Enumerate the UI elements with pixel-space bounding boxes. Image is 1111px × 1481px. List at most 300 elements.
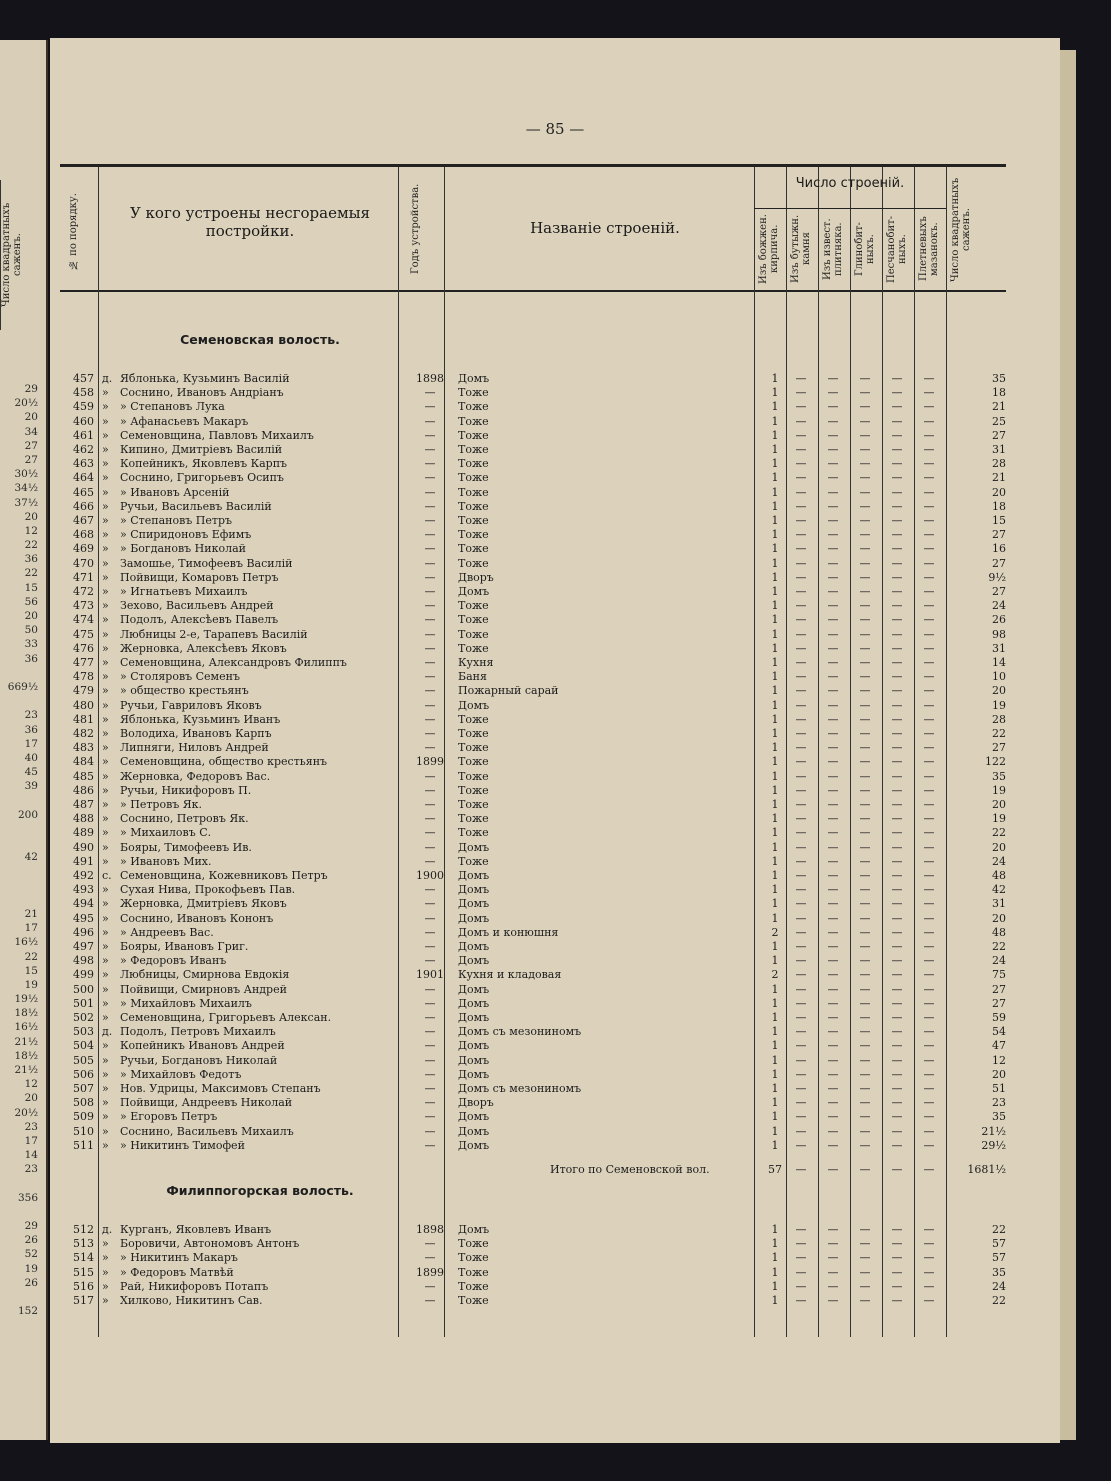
table-row: [60, 1054, 1006, 1068]
square-sazhens: 48: [992, 869, 1006, 882]
empty-cell: —: [827, 1279, 839, 1293]
place-type: »: [102, 982, 109, 996]
total-count: 57: [768, 1163, 782, 1176]
empty-cell: —: [923, 1279, 935, 1293]
left-number: 669½: [7, 680, 38, 693]
row-number: 511: [73, 1138, 94, 1152]
left-number: 12: [24, 524, 38, 537]
row-number: 516: [73, 1279, 94, 1293]
year: —: [424, 428, 436, 442]
empty-cell: —: [891, 982, 903, 996]
empty-cell: —: [891, 556, 903, 570]
left-number: 34½: [14, 482, 38, 495]
owner-name: Жерновка, Дмитріевъ Яковъ: [120, 897, 287, 911]
square-sazhens: 27: [992, 741, 1006, 755]
table-row: [60, 1011, 1006, 1025]
owner-name: » Ивановъ Мих.: [120, 854, 212, 868]
table-row: [60, 1039, 1006, 1053]
empty-cell: —: [859, 585, 871, 598]
empty-cell: —: [891, 698, 903, 712]
owner-name: » Михаиловъ С.: [120, 826, 212, 840]
square-sazhens: 20: [992, 485, 1006, 499]
year: —: [424, 840, 436, 854]
table-row: [60, 1025, 1006, 1039]
brick-count: 2: [771, 968, 779, 982]
year: —: [424, 769, 436, 783]
year: —: [424, 925, 436, 939]
square-sazhens: 20: [992, 798, 1006, 811]
empty-cell: —: [827, 570, 839, 584]
empty-cell: —: [923, 585, 935, 598]
brick-count: 1: [771, 812, 779, 826]
owner-name: Соснино, Ивановъ Кононъ: [120, 911, 274, 925]
owner-name: Кипино, Дмитріевъ Василій: [120, 443, 283, 456]
brick-count: 1: [771, 1294, 779, 1307]
table-row: [60, 869, 1006, 883]
square-sazhens: 29½: [981, 1138, 1006, 1152]
header-sub: Песчанобит-ныхъ.: [886, 215, 908, 283]
empty-cell: —: [795, 1039, 807, 1053]
place-type: д.: [102, 372, 113, 385]
brick-count: 1: [771, 443, 779, 456]
place-type: »: [102, 897, 109, 911]
building-name: Тоже: [458, 599, 489, 613]
owner-name: Яблонька, Кузьминъ Иванъ: [120, 712, 281, 726]
header-year: Годъ устройства.: [410, 183, 421, 275]
owner-name: Яблонька, Кузьминъ Василій: [120, 372, 290, 385]
empty-cell: —: [795, 1082, 807, 1095]
empty-cell: —: [923, 656, 935, 669]
building-name: Дворъ: [458, 1096, 494, 1110]
place-type: »: [102, 1279, 109, 1293]
row-number: 470: [73, 556, 94, 570]
owner-name: » Егоровъ Петръ: [120, 1110, 218, 1124]
empty-cell: —: [891, 854, 903, 868]
brick-count: 1: [771, 798, 779, 811]
total-sq: 1681½: [967, 1163, 1006, 1176]
empty-cell: —: [795, 1237, 807, 1251]
square-sazhens: 27: [992, 585, 1006, 598]
square-sazhens: 75: [992, 968, 1006, 982]
year: 1899: [416, 755, 444, 769]
brick-count: 1: [771, 854, 779, 868]
owner-name: » Афанасьевъ Макаръ: [120, 414, 249, 428]
empty-cell: —: [795, 443, 807, 456]
empty-cell: —: [795, 1124, 807, 1138]
left-number: [0, 1205, 38, 1219]
year: —: [424, 514, 436, 527]
place-type: »: [102, 684, 109, 698]
table-row: [60, 1237, 1006, 1251]
place-type: »: [102, 727, 109, 740]
year: —: [424, 982, 436, 996]
square-sazhens: 31: [992, 443, 1006, 456]
brick-count: 1: [771, 1039, 779, 1053]
row-number: 501: [73, 996, 94, 1010]
table-row: [60, 1068, 1006, 1082]
header-sub: Плетневыхъ мазанокъ.: [918, 216, 940, 282]
empty-cell: —: [891, 485, 903, 499]
brick-count: 1: [771, 982, 779, 996]
row-number: 492: [73, 869, 94, 882]
empty-cell: —: [795, 869, 807, 882]
place-type: »: [102, 798, 109, 811]
building-name: Домъ съ мезониномъ: [458, 1082, 582, 1095]
square-sazhens: 31: [992, 641, 1006, 655]
left-number: 52: [24, 1248, 38, 1261]
owner-name: Нов. Удрицы, Максимовъ Степанъ: [120, 1082, 321, 1095]
place-type: »: [102, 1294, 109, 1307]
place-type: »: [102, 386, 109, 400]
empty-cell: —: [795, 1294, 807, 1307]
empty-cell: —: [859, 372, 871, 385]
place-type: »: [102, 1011, 109, 1024]
empty-cell: —: [859, 599, 871, 613]
left-number: 21: [24, 907, 38, 920]
row-number: 505: [73, 1053, 94, 1067]
total-row: [60, 1163, 1006, 1177]
empty-cell: —: [827, 471, 839, 485]
empty-cell: —: [827, 698, 839, 712]
place-type: »: [102, 854, 109, 868]
owner-name: Сухая Нива, Прокофьевъ Пав.: [120, 883, 296, 897]
building-name: Тоже: [458, 471, 489, 485]
year: —: [424, 1237, 436, 1251]
row-number: 496: [73, 925, 94, 939]
place-type: »: [102, 1082, 109, 1095]
owner-name: Жерновка, Федоровъ Вас.: [120, 769, 271, 783]
table-row: [60, 585, 1006, 599]
table-row: [60, 500, 1006, 514]
empty-cell: —: [827, 954, 839, 968]
table-row: [60, 826, 1006, 840]
left-number: 23: [24, 1163, 38, 1176]
empty-cell: —: [827, 727, 839, 740]
building-name: Тоже: [458, 798, 489, 811]
brick-count: 1: [771, 542, 779, 556]
table-row: [60, 855, 1006, 869]
square-sazhens: 19: [992, 698, 1006, 712]
left-number: [0, 864, 38, 878]
empty-cell: —: [891, 585, 903, 598]
empty-cell: —: [891, 826, 903, 840]
header-sub: Изъ божжен. кирпича.: [758, 214, 780, 284]
row-number: 493: [73, 883, 94, 897]
table-row: [60, 471, 1006, 485]
empty-cell: —: [795, 911, 807, 925]
empty-cell: —: [827, 826, 839, 840]
left-number: 20½: [14, 397, 38, 410]
header-sub: Число квадратныхъ саженъ.: [950, 177, 972, 283]
place-type: »: [102, 812, 109, 826]
empty-cell: —: [827, 1265, 839, 1279]
row-number: 487: [73, 798, 94, 811]
building-name: Тоже: [458, 400, 489, 414]
brick-count: 1: [771, 1265, 779, 1279]
empty-cell: —: [923, 457, 935, 471]
empty-cell: —: [923, 499, 935, 513]
year: —: [424, 1067, 436, 1081]
brick-count: 1: [771, 627, 779, 641]
table-row: [60, 741, 1006, 755]
table-row: [60, 557, 1006, 571]
empty-cell: —: [859, 783, 871, 797]
table-row: [60, 1125, 1006, 1139]
place-type: »: [102, 1124, 109, 1138]
row-number: 500: [73, 982, 94, 996]
table-row: [60, 415, 1006, 429]
empty-cell: —: [891, 1223, 903, 1236]
page-number: — 85 —: [525, 120, 585, 138]
empty-cell: —: [827, 883, 839, 897]
brick-count: 1: [771, 840, 779, 854]
left-number: 12: [24, 1078, 38, 1091]
empty-cell: —: [859, 641, 871, 655]
year: —: [424, 883, 436, 897]
brick-count: 1: [771, 599, 779, 613]
year: —: [424, 542, 436, 556]
table-row: [60, 940, 1006, 954]
empty-cell: —: [827, 443, 839, 456]
place-type: »: [102, 1110, 109, 1124]
empty-cell: —: [891, 428, 903, 442]
empty-cell: —: [827, 1251, 839, 1265]
empty-cell: —: [827, 911, 839, 925]
empty-cell: —: [923, 698, 935, 712]
left-number: 23: [24, 709, 38, 722]
empty-cell: —: [891, 1138, 903, 1152]
year: 1899: [416, 1265, 444, 1279]
place-type: »: [102, 542, 109, 556]
empty-cell: —: [859, 1163, 871, 1176]
left-number: 17: [24, 922, 38, 935]
empty-cell: —: [859, 996, 871, 1010]
empty-cell: —: [795, 840, 807, 854]
empty-cell: —: [891, 1011, 903, 1024]
square-sazhens: 20: [992, 911, 1006, 925]
empty-cell: —: [827, 1082, 839, 1095]
empty-cell: —: [795, 1067, 807, 1081]
row-number: 504: [73, 1039, 94, 1053]
left-number: 42: [24, 851, 38, 864]
building-name: Тоже: [458, 1279, 489, 1293]
brick-count: 1: [771, 712, 779, 726]
empty-cell: —: [859, 869, 871, 882]
empty-cell: —: [795, 1279, 807, 1293]
table-row: [60, 798, 1006, 812]
empty-cell: —: [859, 940, 871, 953]
building-name: Кухня и кладовая: [458, 968, 562, 982]
building-name: Тоже: [458, 613, 489, 627]
empty-cell: —: [827, 585, 839, 598]
year: —: [424, 911, 436, 925]
year: —: [424, 1082, 436, 1095]
empty-cell: —: [859, 570, 871, 584]
row-number: 486: [73, 783, 94, 797]
left-number: 200: [17, 808, 38, 821]
empty-cell: —: [827, 684, 839, 698]
owner-name: Жерновка, Алексѣевъ Яковъ: [120, 641, 287, 655]
left-number: 18½: [14, 1007, 38, 1020]
empty-cell: —: [923, 670, 935, 684]
empty-cell: —: [859, 727, 871, 740]
empty-cell: —: [827, 982, 839, 996]
empty-cell: —: [827, 869, 839, 882]
empty-cell: —: [827, 428, 839, 442]
square-sazhens: 27: [992, 556, 1006, 570]
empty-cell: —: [891, 1053, 903, 1067]
left-number: [0, 836, 38, 850]
empty-cell: —: [827, 542, 839, 556]
square-sazhens: 27: [992, 982, 1006, 996]
empty-cell: —: [795, 414, 807, 428]
empty-cell: —: [795, 1053, 807, 1067]
owner-name: Семеновщина, общество крестьянъ: [120, 755, 328, 769]
row-number: 463: [73, 457, 94, 471]
empty-cell: —: [923, 925, 935, 939]
empty-cell: —: [891, 656, 903, 669]
table-row: [60, 912, 1006, 926]
table-row: [60, 1223, 1006, 1237]
empty-cell: —: [795, 1251, 807, 1265]
owner-name: » общество крестьянъ: [120, 684, 249, 698]
empty-cell: —: [923, 372, 935, 385]
square-sazhens: 22: [992, 940, 1006, 953]
year: —: [424, 485, 436, 499]
square-sazhens: 21½: [981, 1124, 1006, 1138]
row-number: 497: [73, 940, 94, 953]
brick-count: 1: [771, 769, 779, 783]
empty-cell: —: [923, 897, 935, 911]
empty-cell: —: [891, 996, 903, 1010]
square-sazhens: 20: [992, 840, 1006, 854]
square-sazhens: 18: [992, 499, 1006, 513]
empty-cell: —: [923, 982, 935, 996]
place-type: »: [102, 485, 109, 499]
empty-cell: —: [795, 826, 807, 840]
empty-cell: —: [795, 599, 807, 613]
table-row: [60, 656, 1006, 670]
row-number: 479: [73, 684, 94, 698]
empty-cell: —: [891, 528, 903, 542]
table-row: [60, 841, 1006, 855]
empty-cell: —: [923, 954, 935, 968]
brick-count: 1: [771, 528, 779, 542]
building-name: Тоже: [458, 556, 489, 570]
place-type: с.: [102, 869, 112, 882]
empty-cell: —: [891, 1251, 903, 1265]
ledger-table: [60, 164, 1006, 1344]
brick-count: 1: [771, 485, 779, 499]
brick-count: 1: [771, 940, 779, 953]
empty-cell: —: [859, 1039, 871, 1053]
empty-cell: —: [891, 727, 903, 740]
year: —: [424, 1124, 436, 1138]
empty-cell: —: [859, 1138, 871, 1152]
place-type: »: [102, 755, 109, 769]
table-row: [60, 968, 1006, 982]
empty-cell: —: [891, 1265, 903, 1279]
building-name: Тоже: [458, 769, 489, 783]
year: —: [424, 1251, 436, 1265]
year: —: [424, 585, 436, 598]
left-number: 21½: [14, 1064, 38, 1076]
brick-count: 1: [771, 741, 779, 755]
owner-name: Копейникъ Ивановъ Андрей: [120, 1039, 285, 1053]
empty-cell: —: [891, 372, 903, 385]
header-owner: У кого устроены несгораемыя постройки.: [129, 204, 371, 240]
brick-count: 1: [771, 556, 779, 570]
square-sazhens: 24: [992, 954, 1006, 968]
brick-count: 1: [771, 428, 779, 442]
table-row: [60, 386, 1006, 400]
brick-count: 1: [771, 1011, 779, 1024]
empty-cell: —: [859, 443, 871, 456]
row-number: 466: [73, 499, 94, 513]
table-row: [60, 954, 1006, 968]
empty-cell: —: [859, 499, 871, 513]
building-name: Домъ: [458, 585, 490, 598]
empty-cell: —: [891, 940, 903, 953]
row-number: 478: [73, 670, 94, 684]
empty-cell: —: [859, 528, 871, 542]
building-name: Тоже: [458, 812, 489, 826]
empty-cell: —: [891, 1163, 903, 1176]
owner-name: Зехово, Васильевъ Андрей: [120, 599, 274, 613]
year: —: [424, 826, 436, 840]
place-type: »: [102, 996, 109, 1010]
empty-cell: —: [795, 741, 807, 755]
empty-cell: —: [859, 1082, 871, 1095]
building-name: Тоже: [458, 741, 489, 755]
empty-cell: —: [923, 400, 935, 414]
empty-cell: —: [891, 613, 903, 627]
building-name: Домъ: [458, 954, 490, 968]
left-number: [0, 893, 38, 907]
brick-count: 1: [771, 1096, 779, 1110]
left-page-header: Число квадратныхъ саженъ.: [0, 180, 41, 330]
square-sazhens: 27: [992, 996, 1006, 1010]
empty-cell: —: [859, 1124, 871, 1138]
row-number: 508: [73, 1096, 94, 1110]
empty-cell: —: [827, 1067, 839, 1081]
empty-cell: —: [891, 1237, 903, 1251]
brick-count: 1: [771, 670, 779, 684]
left-number: 26: [24, 1234, 38, 1247]
owner-name: » Федоровъ Иванъ: [120, 954, 227, 968]
empty-cell: —: [923, 769, 935, 783]
empty-cell: —: [923, 386, 935, 400]
empty-cell: —: [827, 1138, 839, 1152]
place-type: »: [102, 414, 109, 428]
place-type: »: [102, 528, 109, 542]
owner-name: Любницы, Смирнова Евдокія: [120, 968, 290, 982]
square-sazhens: 31: [992, 897, 1006, 911]
empty-cell: —: [923, 1265, 935, 1279]
building-name: Тоже: [458, 414, 489, 428]
row-number: 502: [73, 1011, 94, 1024]
empty-cell: —: [891, 414, 903, 428]
left-number: 15: [24, 964, 38, 977]
empty-cell: —: [827, 627, 839, 641]
building-name: Домъ: [458, 1110, 490, 1124]
table-row: [60, 684, 1006, 698]
brick-count: 1: [771, 1025, 779, 1039]
empty-cell: —: [827, 599, 839, 613]
empty-cell: —: [795, 656, 807, 669]
brick-count: 1: [771, 684, 779, 698]
left-number: 40: [24, 751, 38, 764]
